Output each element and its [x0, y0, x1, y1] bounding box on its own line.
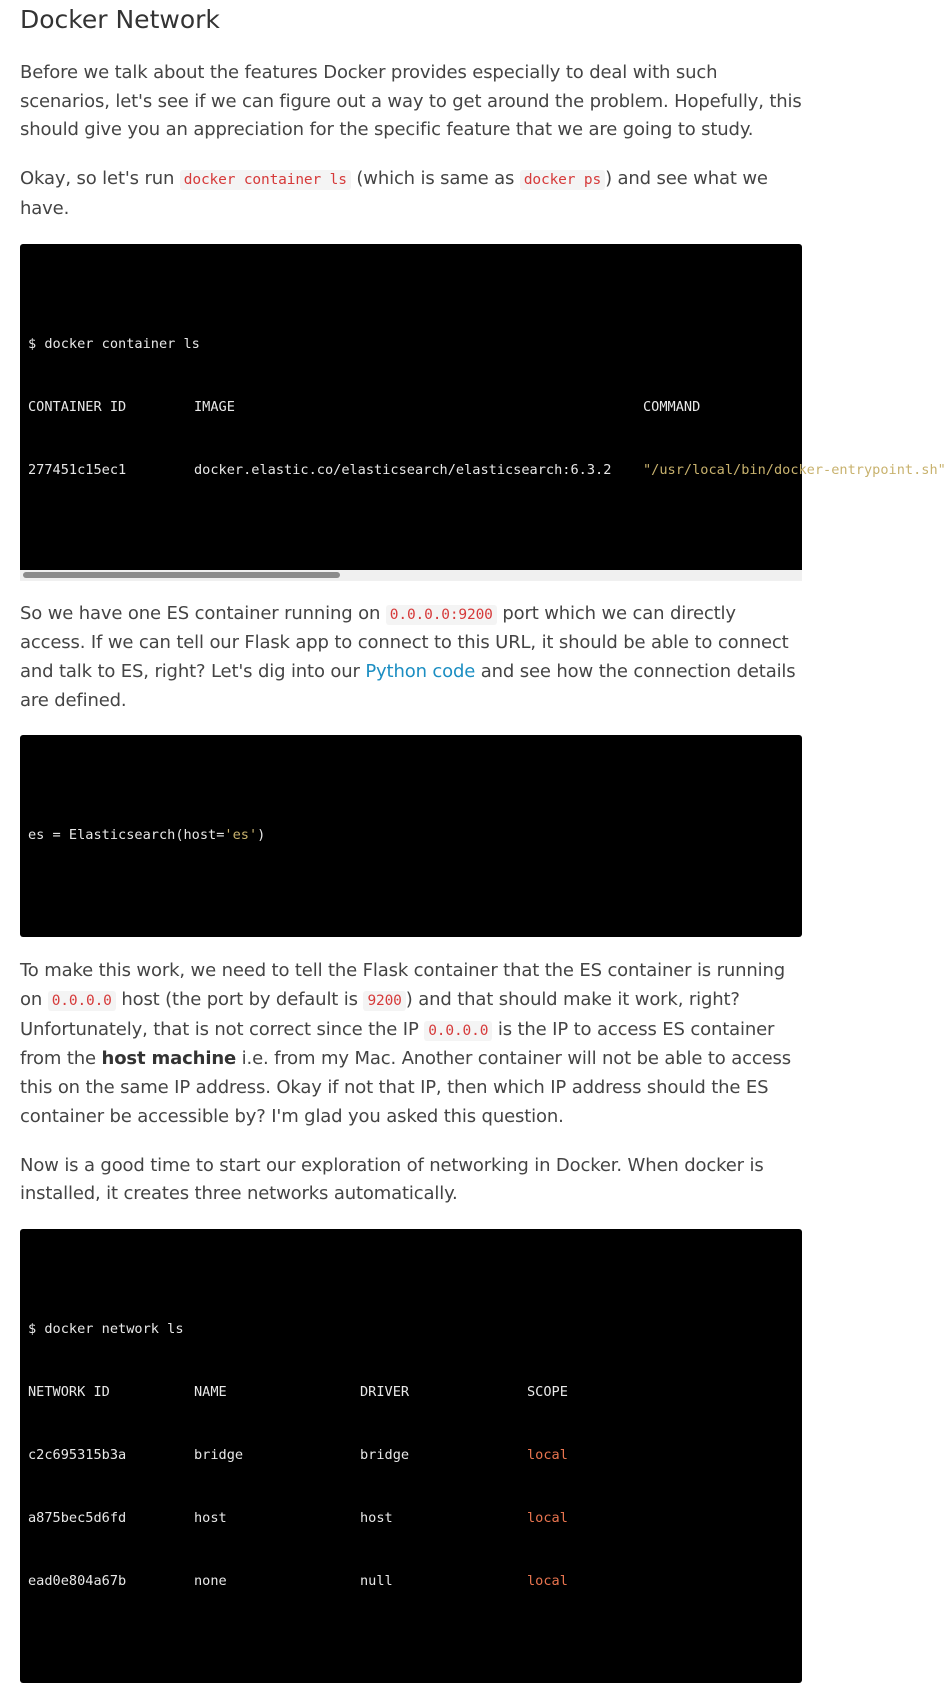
cell-network-id: c2c695315b3a [28, 1446, 127, 1463]
code-block-body [20, 244, 946, 570]
cell-scope: local [527, 1446, 568, 1463]
horizontal-scrollbar[interactable] [20, 570, 802, 581]
code-data-row [28, 460, 946, 481]
inline-code-port: 9200 [363, 991, 405, 1011]
code-text: es = Elasticsearch(host= [28, 827, 225, 844]
header-image: IMAGE [194, 398, 235, 415]
cell-image: docker.elastic.co/elasticsearch/elasticsearch:6.3.2 [194, 461, 612, 478]
header-container-id: CONTAINER ID [28, 398, 127, 415]
cell-scope: local [527, 1509, 568, 1526]
code-block-container-ls [20, 244, 946, 581]
page-title: Docker Network [20, 5, 220, 34]
paragraph-run-command [20, 165, 802, 223]
code-command: $ docker network ls [28, 1320, 184, 1337]
header-name: NAME [194, 1383, 227, 1400]
bold-host-machine: host machine [101, 1048, 237, 1070]
header-driver: DRIVER [360, 1383, 410, 1400]
code-data-row [28, 1571, 794, 1592]
cell-container-id: 277451c15ec1 [28, 461, 127, 478]
code-data-row [28, 1445, 794, 1466]
cell-name: none [194, 1572, 227, 1589]
header-scope: SCOPE [527, 1383, 568, 1400]
paragraph-es-container [20, 600, 802, 716]
paragraph-make-it-work [20, 957, 802, 1131]
text: and see how the connection details are defined. [20, 660, 796, 711]
text: (which is same as [350, 168, 520, 190]
python-code-link[interactable]: Python code [365, 660, 476, 682]
text: port which we can directly access. If we can tell our Flask app to connect to this URL, it should be able to connect and talk to ES, right? Let's dig into our [20, 602, 789, 682]
code-block-network-ls [20, 1229, 802, 1683]
cell-name: bridge [194, 1446, 244, 1463]
inline-code-ip: 0.0.0.0 [424, 1021, 492, 1041]
text: So we have one ES container running on [20, 602, 386, 624]
header-command: COMMAND [643, 398, 701, 415]
inline-code-docker-container-ls: docker container ls [180, 170, 351, 190]
text: is the IP to access ES container from the [20, 1018, 775, 1070]
paragraph-intro: Before we talk about the features Docker provides especially to deal with such scenarios, let's see if we can figure out a way to get around the problem. Hopefully, this should give you an appreciation for the specific feature that we are going to study. [20, 62, 802, 141]
code-line [28, 825, 794, 846]
text: host (the port by default is [115, 989, 364, 1011]
cell-name: host [194, 1509, 227, 1526]
text: Okay, so let's run [20, 168, 180, 190]
cell-scope: local [527, 1572, 568, 1589]
scrollbar-thumb[interactable] [23, 572, 340, 578]
cell-driver: bridge [360, 1446, 410, 1463]
cell-driver: null [360, 1572, 393, 1589]
code-data-row [28, 1508, 794, 1529]
cell-command: "/usr/local/bin/docker-entrypoint.sh" [643, 461, 946, 478]
cell-driver: host [360, 1509, 393, 1526]
code-header-row [28, 397, 794, 418]
code-block-elasticsearch [20, 735, 802, 937]
code-text: ) [257, 827, 266, 844]
code-string: 'es' [224, 827, 258, 844]
text: ) and that should make it work, right? Unfortunately, that is not correct since the IP [20, 989, 740, 1040]
text: ) and see what we have. [20, 168, 768, 219]
text: To make this work, we need to tell the Flask container that the ES container is running on [20, 960, 786, 1011]
cell-network-id: ead0e804a67b [28, 1572, 127, 1589]
text: i.e. from my Mac. Another container will not be able to access this on the same IP address. Okay if not that IP, then which IP address should the ES container be accessible by? I'm glad you asked this question. [20, 1048, 791, 1127]
inline-code-docker-ps: docker ps [520, 170, 605, 190]
code-command: $ docker container ls [28, 335, 200, 352]
code-header-row [28, 1382, 794, 1403]
inline-code-address: 0.0.0.0:9200 [386, 605, 497, 625]
paragraph-networking: Now is a good time to start our exploration of networking in Docker. When docker is installed, it creates three networks automatically. [20, 1154, 764, 1205]
inline-code-ip: 0.0.0.0 [48, 991, 116, 1011]
header-network-id: NETWORK ID [28, 1383, 110, 1400]
cell-network-id: a875bec5d6fd [28, 1509, 127, 1526]
